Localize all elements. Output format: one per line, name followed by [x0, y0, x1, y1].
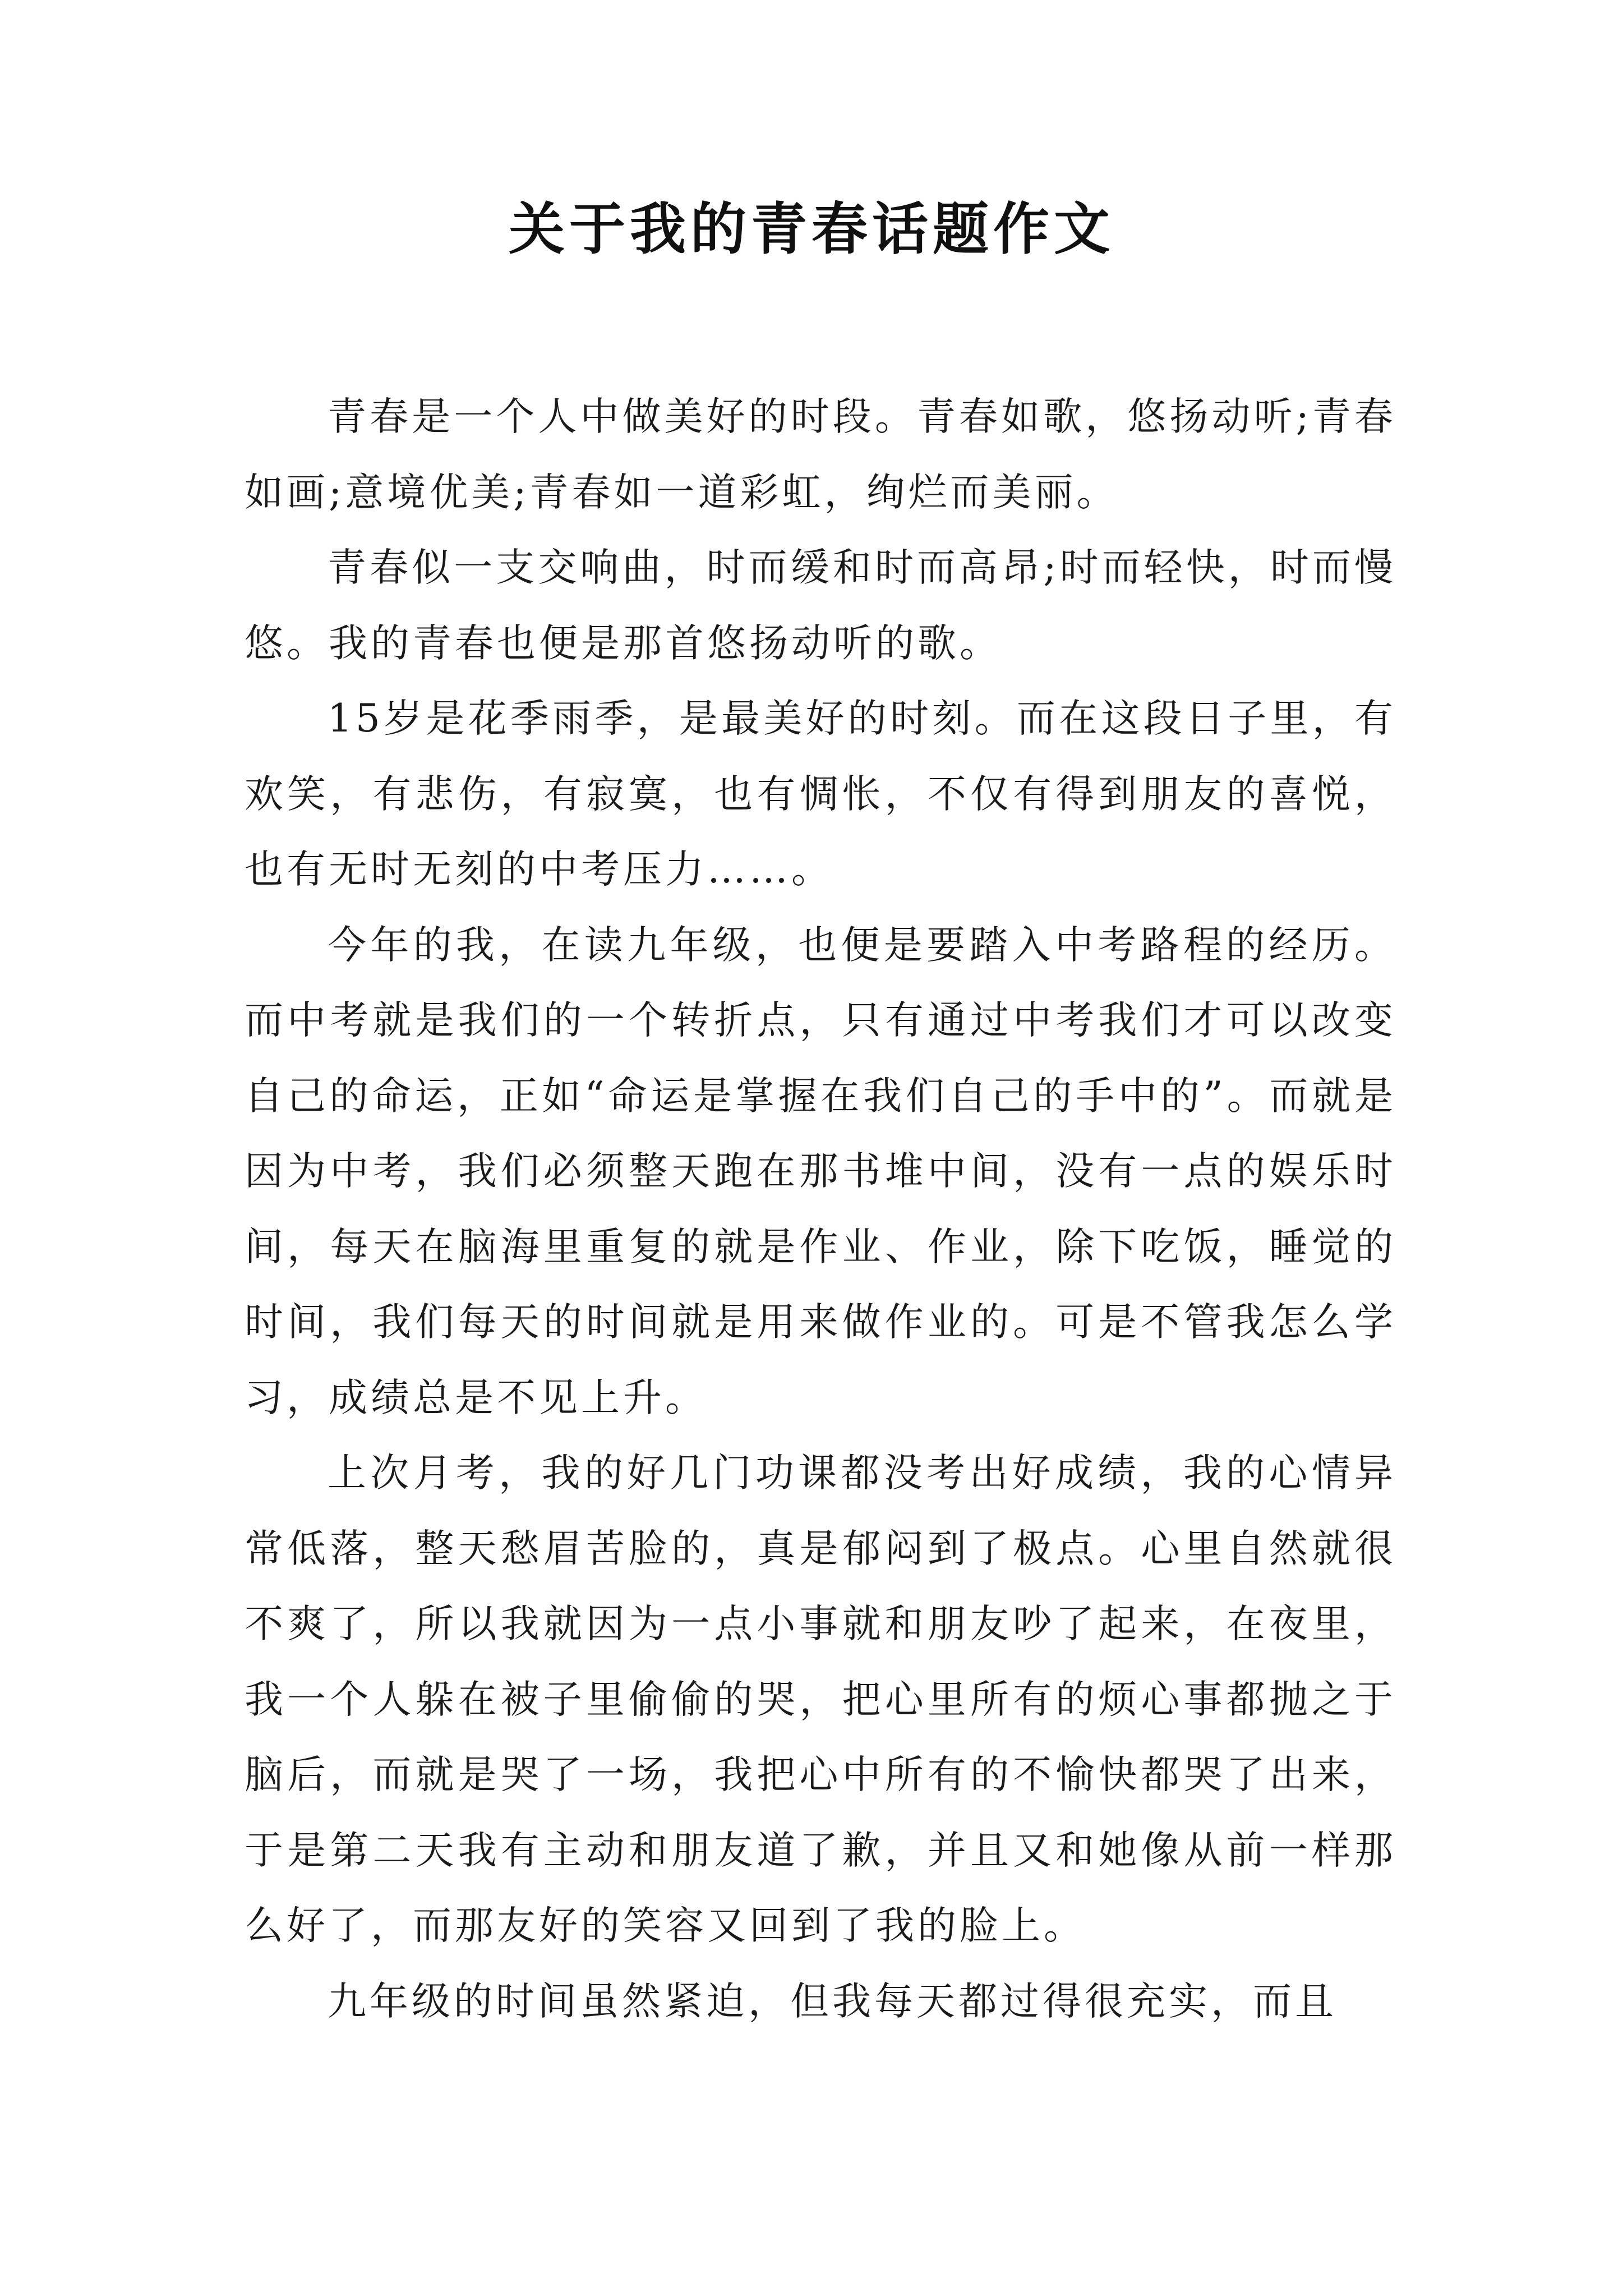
paragraph-5: 上次月考，我的好几门功课都没考出好成绩，我的心情异常低落，整天愁眉苦脸的，真是郁闷到了极点。心里自然就很不爽了，所以我就因为一点小事就和朋友吵了起来，在夜里，我一个人躲在被子里偷偷的哭，把心里所有的烦心事都抛之于脑后，而就是哭了一场，我把心中所有的不愉快都哭了出来，于是第二天我有主动和朋友道了歉，并且又和她像从前一样那么好了，而那友好的笑容又回到了我的脸上。 [245, 1451, 1396, 1948]
document-title: 关于我的青春话题作文 [509, 196, 1114, 262]
document-body [245, 379, 1396, 2039]
paragraph-4: 今年的我，在读九年级，也便是要踏入中考路程的经历。而中考就是我们的一个转折点，只有通过中考我们才可以改变自己的命运，正如“命运是掌握在我们自己的手中的”。而就是因为中考，我们必须整天跑在那书堆中间，没有一点的娱乐时间，每天在脑海里重复的就是作业、作业，除下吃饭，睡觉的时间，我们每天的时间就是用来做作业的。可是不管我怎么学习，成绩总是不见上升。 [245, 922, 1396, 1420]
paragraph-1: 青春是一个人中做美好的时段。青春如歌，悠扬动听;青春如画;意境优美;青春如一道彩虹，绚烂而美丽。 [245, 394, 1396, 515]
paragraph-2: 青春似一支交响曲，时而缓和时而高昂;时而轻快，时而慢悠。我的青春也便是那首悠扬动听的歌。 [245, 545, 1396, 666]
paragraph-6: 九年级的时间虽然紧迫，但我每天都过得很充实，而且 [328, 1978, 1337, 2024]
paragraph-3: 15岁是花季雨季，是最美好的时刻。而在这段日子里，有欢笑，有悲伤，有寂寞，也有惆怅，不仅有得到朋友的喜悦，也有无时无刻的中考压力……。 [245, 696, 1396, 892]
